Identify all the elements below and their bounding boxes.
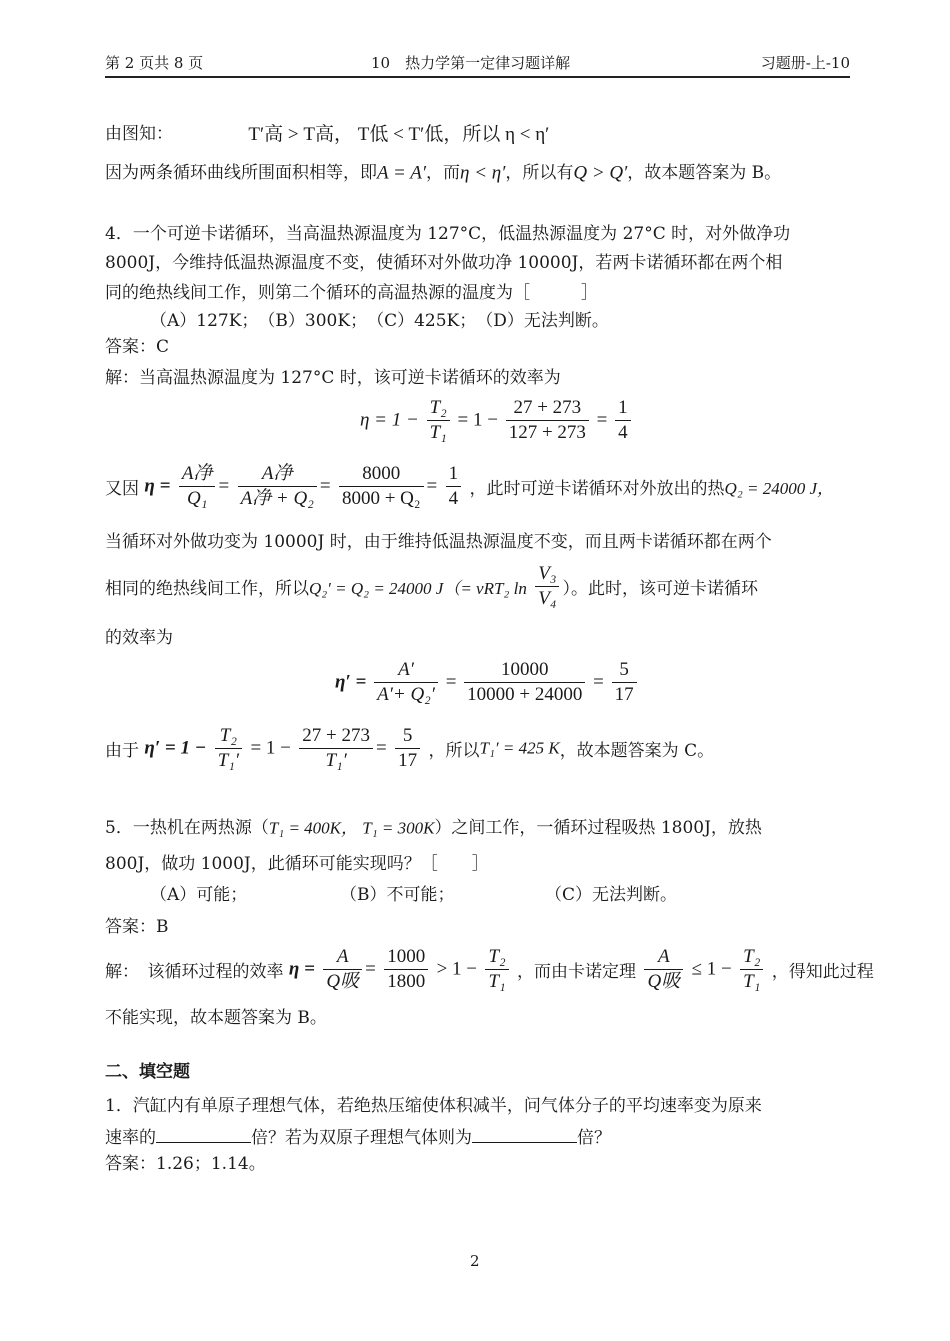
fraction: $\frac{A}{\text{Q吸}}$ [323,945,362,994]
header-book-label: 习题册-上-10 [760,54,850,72]
q4-work-line: 当循环对外做功变为 10000J 时，由于维持低温热源温度不变，而且两卡诺循环都在两个 [105,532,772,552]
fraction: $\frac{A'}{\text{A′+ Q₂′}}$ [374,658,438,707]
fraction: $\frac{1}{4}$ [615,396,631,445]
fraction: $\frac{\text{T₂}}{\text{T₁}}$ [427,396,450,445]
header-page-count: 第 2 页共 8 页 [105,54,204,72]
fraction: $\frac{27 + 273}{127 + 273}$ [506,396,589,445]
page-number: 2 [470,1252,480,1270]
intro-line-2: 因为两条循环曲线所围面积相等，即A = A′，而η < η′，所以有Q > Q′，故本题答案为 B。 [105,162,782,184]
q4-equation-5: 由于 η′ = 1 − $\frac{\text{T₂}}{\text{T₁′}}$ = 1 − $\frac{27 + 273}{\text{T₁′}}$ = $\frac{5}{17}$ ，所以T₁′ = 425 K，故本题答案为 C。 [105,725,715,771]
fill-q1-line-1: 1．汽缸内有单原子理想气体，若绝热压缩使体积减半，问气体分子的平均速率变为原来 [105,1096,762,1116]
q4-equation-3: 相同的绝热线间工作，所以Q₂′ = Q₂ = 24000 J（= νRT₂ ln $\frac{\text{V₃}}{\text{V₄}}$ ）。此时，该可逆卡诺循环 [105,563,758,609]
q4-line-2: 8000J，今维持低温热源温度不变，使循环对外做功净 10000J，若两卡诺循环都在两个相 [105,253,783,273]
q4-equation-2: 又因 η = $\frac{\text{A净}}{\text{Q₁}}$ = $\frac{\text{A净}}{\text{A净 + Q₂}}$ = $\frac{8000}{\text{8000 + Q₂}}$ = $\frac{1}{4}$ ，此时可逆卡诺循环对外放出的热Q₂ = 24000 J， [105,463,835,509]
q5-line-1: 5．一热机在两热源（T₁ = 400K， T₁ = 300K）之间工作，一循环过程吸热 1800J，放热 [105,818,762,838]
fraction: $\frac{\text{V₃}}{\text{V₄}}$ [535,562,559,611]
fraction: $\frac{5}{17}$ [395,724,420,773]
fraction: $\frac{\text{A净}}{\text{Q₁}}$ [179,462,216,511]
fill-q1-answer: 答案：1.26；1.14。 [105,1154,266,1174]
q5-option-a: （A）可能； [150,885,248,905]
q5-line-2: 800J，做功 1000J，此循环可能实现吗？［ ］ [105,854,489,874]
section-title: 二、填空题 [105,1062,190,1082]
fraction: $\frac{\text{A净}}{\text{A净 + Q₂}}$ [238,462,317,511]
q4-options: （A）127K； （B）300K； （C）425K； （D）无法判断。 [150,311,609,331]
q4-efficiency-line: 的效率为 [105,628,173,648]
fraction: $\frac{\text{T₂}}{\text{T₁}}$ [485,945,508,994]
q4-line-3: 同的绝热线间工作，则第二个循环的高温热源的温度为［ ］ [105,283,598,303]
fraction: $\frac{A}{\text{Q吸}}$ [644,945,683,994]
fraction: $\frac{5}{17}$ [612,658,637,707]
header-chapter-title: 10 热力学第一定律习题详解 [371,54,571,72]
page-header [105,50,850,78]
fraction: $\frac{\text{T₂}}{\text{T₁′}}$ [215,724,242,773]
blank-1[interactable] [156,1124,251,1143]
q5-answer: 答案：B [105,917,169,937]
q4-solution-intro: 解：当高温热源温度为 127°C 时，该可逆卡诺循环的效率为 [105,368,561,388]
intro-math-1: T′高 > T高， T低 < T′低，所以 η < η′ [248,123,550,145]
q4-line-1: 4．一个可逆卡诺循环，当高温热源温度为 127°C，低温热源温度为 27°C 时，对外做净功 [105,224,791,244]
fraction: $\frac{1000}{1800}$ [384,945,428,994]
fraction: $\frac{27 + 273}{\text{T₁′}}$ [299,724,373,773]
q5-option-c: （C）无法判断。 [545,885,678,905]
fraction: $\frac{10000}{10000 + 24000}$ [464,658,585,707]
fraction: $\frac{8000}{\text{8000 + Q₂}}$ [339,462,424,511]
fraction: $\frac{1}{4}$ [446,462,462,511]
q4-equation-1: η = 1 − $\frac{\text{T₂}}{\text{T₁}}$ = 1 − $\frac{27 + 273}{127 + 273}$ = $\frac{1}{4}$ [360,396,634,445]
q4-answer: 答案：C [105,337,170,357]
blank-2[interactable] [472,1124,577,1143]
fill-q1-line-2: 速率的 倍？若为双原子理想气体则为 倍？ [105,1124,611,1150]
fraction: $\frac{\text{T₂}}{\text{T₁}}$ [740,945,763,994]
q5-solution-equation: 解： 该循环过程的效率 η = $\frac{A}{\text{Q吸}}$ = $\frac{1000}{1800}$ > 1 − $\frac{\text{T₂}}{\text{T₁}}$ ，而由卡诺定理 $\frac{A}{\text{Q吸}}$ ≤ 1 − $\frac{\text{T₂}}{\text{T₁}}$ ，得知此过程 [105,946,874,992]
q4-equation-4: η′ = $\frac{A'}{\text{A′+ Q₂′}}$ = $\frac{10000}{10000 + 24000}$ = $\frac{5}{17}$ [335,658,640,707]
q5-option-b: （B）不可能； [340,885,455,905]
intro-line-1: 由图知： T′高 > T高， T低 < T′低，所以 η < η′ [105,123,550,145]
q5-solution-line-2: 不能实现，故本题答案为 B。 [105,1008,327,1028]
